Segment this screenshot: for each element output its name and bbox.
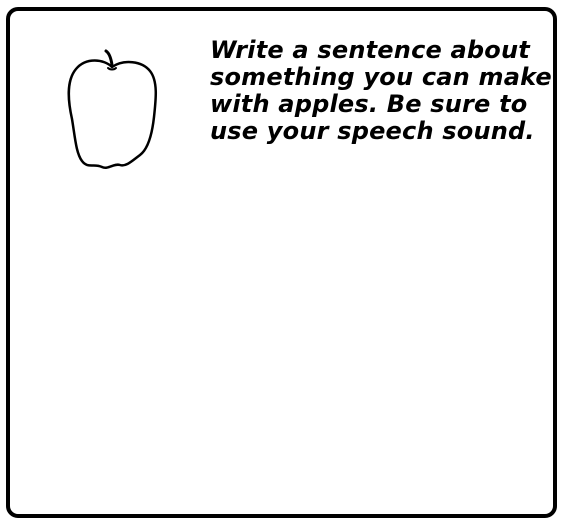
prompt-line: something you can make	[210, 63, 552, 91]
prompt-line: Write a sentence about	[210, 36, 530, 64]
apple-icon	[62, 43, 172, 179]
worksheet-card	[6, 7, 557, 518]
prompt-line: use your speech sound.	[210, 117, 535, 145]
writing-prompt	[210, 37, 562, 145]
writing-area[interactable]	[30, 211, 550, 511]
prompt-line: with apples. Be sure to	[210, 90, 528, 118]
